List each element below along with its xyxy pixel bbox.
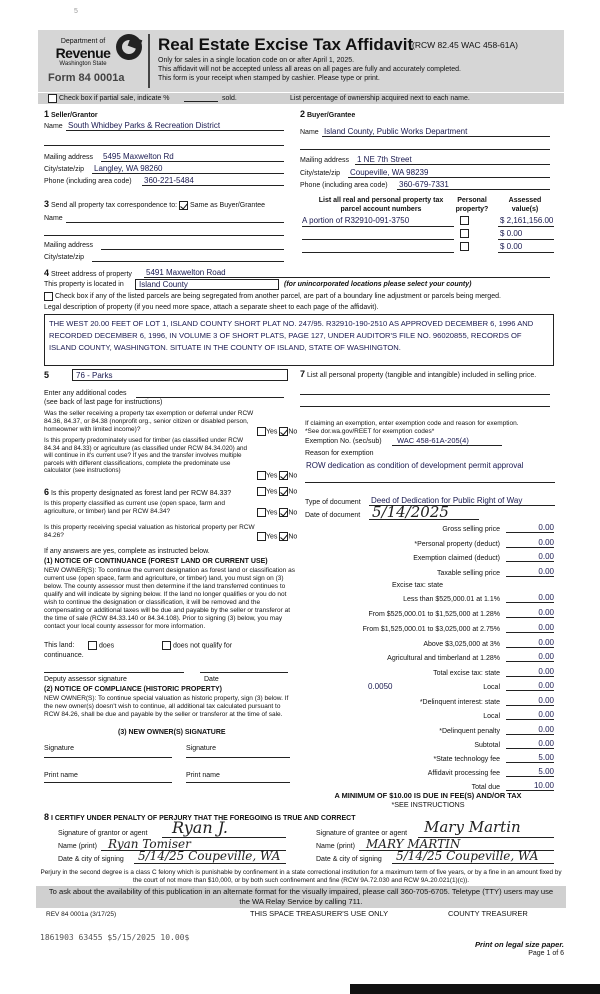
page-mark: 5	[74, 8, 78, 15]
deputy-date-field[interactable]	[200, 672, 288, 673]
exemption-no-field[interactable]: WAC 458-61A-205(4)	[397, 436, 469, 445]
personal-property-checkbox[interactable]	[460, 229, 469, 238]
tax-value-field[interactable]: 0.00	[506, 710, 554, 720]
tax-row: Above $3,025,000 at 3% 0.00	[423, 638, 554, 648]
tax-value-field[interactable]: 10.00	[506, 781, 554, 791]
new-owner-print2-field[interactable]	[186, 782, 290, 783]
rev-number: REV 84 0001a (3/17/25)	[46, 911, 117, 918]
assessed-value-field[interactable]: $ 0.00	[500, 229, 523, 238]
continuance-label: continuance.	[44, 652, 84, 659]
grantor-date-line	[134, 863, 286, 864]
assessed-value-field[interactable]: $ 2,161,156.00	[500, 216, 554, 225]
personal-property-field2[interactable]	[300, 406, 550, 407]
sec4-street: 4 Street address of property	[44, 268, 132, 278]
exemption-intro: If claiming an exemption, enter exemption code and reason for exemption. *See dor.wa.gov/REET for exemption codes*	[305, 420, 519, 435]
sec6-intro: If any answers are yes, complete as instructed below.	[44, 548, 210, 555]
partial-sale-label: Check box if partial sale, indicate %	[59, 95, 170, 102]
personal-property-checkbox[interactable]	[460, 242, 469, 251]
sec7-heading: 7 List all personal property (tangible and intangible) included in selling price.	[300, 369, 537, 379]
tax-value-field[interactable]: 5.00	[506, 767, 554, 777]
sec5-num: 5	[44, 370, 50, 380]
partial-sale-checkbox[interactable]	[48, 94, 57, 103]
new-owner-print1-label: Print name	[44, 772, 78, 779]
partial-sold-label: sold.	[222, 95, 237, 102]
corr-name-label: Name	[44, 215, 63, 222]
timber-question: Is this property predominately used for timber (as classified under RCW 84.34 and 84.33) or agriculture (as classified under RCW 84.34.020) and will continue in it's current use? If yes and the transfer involves multiple parcels with different classifications, complete the predominate use calculator (see instructions)	[44, 437, 248, 475]
grantee-name-label: Name (print)	[316, 843, 355, 850]
ownership-note: List percentage of ownership acquired next to each name.	[290, 95, 470, 102]
doc-type-label: Type of document	[305, 499, 361, 506]
partial-percent-field[interactable]	[184, 101, 218, 102]
street-line	[144, 277, 550, 278]
tax-row: Affidavit processing fee 5.00	[427, 767, 554, 777]
tax-row: *Delinquent interest: state 0.00	[419, 696, 554, 706]
buyer-phone-line	[397, 189, 550, 190]
q6b-yes-no: Yes No	[257, 508, 297, 517]
q2-yes-no: Yes No	[257, 471, 297, 480]
grantee-date-field[interactable]: 5/14/25 Coupeville, WA	[396, 849, 539, 863]
new-owner-sig2-field[interactable]	[186, 757, 290, 758]
does-not-option: does not qualify for	[162, 641, 232, 650]
header-note1: Only for sales in a single location code on or after April 1, 2025.	[158, 57, 355, 64]
buyer-city-label: City/state/zip	[300, 170, 341, 177]
buyer-phone-label: Phone (including area code)	[300, 182, 388, 189]
seller-mail-field[interactable]: 5495 Maxwelton Rd	[103, 152, 174, 161]
sec3-heading: 3 Send all property tax correspondence to: Same as Buyer/Grantee	[44, 199, 266, 209]
county-select[interactable]	[135, 279, 279, 290]
doc-type-field[interactable]: Deed of Dedication for Public Right of Way	[371, 496, 523, 505]
notice1-text: NEW OWNER(S): To continue the current designation as forest land or classification as current use (open space, farm and agriculture, or timber) land, you must sign on (3) below. The county assessor must then determine if the land transferred continues to qualify and will indicate by signing below. If the land no longer qualifies or you do not wish to continue the designation or classification, it will be removed and the compensating or additional taxes will be due and payable by the seller or transferor at the time of sale (RCW 84.33.140 or 84.34.108). Prior to signing (3) below, you may contact your local county assessor for more information.	[44, 567, 295, 630]
addl-codes-label: Enter any additional codes	[44, 390, 127, 397]
tax-value-field[interactable]: 0.00	[506, 608, 554, 618]
form-title: Real Estate Excise Tax Affidavit	[158, 35, 414, 54]
does-option: does	[88, 641, 114, 650]
seller-mail-line	[101, 161, 284, 162]
q6c-no-checkbox[interactable]	[279, 532, 288, 541]
tax-row: *Delinquent penalty 0.00	[439, 725, 554, 735]
tax-row: *State technology fee 5.00	[433, 753, 554, 763]
tax-value-field[interactable]: 0.00	[506, 739, 554, 749]
header-note3: This form is your receipt when stamped by cashier. Please type or print.	[158, 75, 380, 82]
local-rate: 0.0050	[368, 682, 393, 691]
corr-mail-field[interactable]	[101, 249, 284, 250]
parcel-table	[302, 216, 558, 255]
tax-value-field[interactable]: 0.00	[506, 552, 554, 562]
tax-row: *Personal property (deduct) 0.00	[414, 538, 554, 548]
new-owner-sig1-field[interactable]	[44, 757, 172, 758]
tax-row: Subtotal 0.00	[474, 739, 554, 749]
q6a-no-checkbox[interactable]	[279, 487, 288, 496]
grantor-name-label: Name (print)	[58, 843, 97, 850]
tax-row: Total due 10.00	[471, 781, 554, 791]
q1-yes-checkbox[interactable]	[257, 427, 266, 436]
dor-logo	[52, 38, 114, 67]
sec8-heading: 8 I CERTIFY UNDER PENALTY OF PERJURY THAT THE FOREGOING IS TRUE AND CORRECT	[44, 812, 356, 822]
exemption-reason-field[interactable]: ROW dedication as condition of development permit approval	[306, 461, 524, 470]
exemption-question: Was the seller receiving a property tax exemption or deferral under RCW 84.36, 84.37, or 84.38 (nonprofit org., senior citizen or disabled person, homeowner with limited income)?	[44, 410, 254, 433]
corr-name-line2	[44, 235, 284, 236]
grantee-name-field[interactable]: MARY MARTIN	[366, 837, 461, 851]
tax-value-field[interactable]: 0.00	[506, 638, 554, 648]
segregate-checkbox[interactable]	[44, 292, 53, 301]
tax-row: Local 0.00	[483, 681, 554, 691]
buyer-name-label: Name	[300, 129, 319, 136]
doc-date-label: Date of document	[305, 512, 361, 519]
this-land-label: This land:	[44, 642, 75, 649]
seller-mail-label: Mailing address	[44, 154, 94, 161]
notice2-text: NEW OWNER(S): To continue special valuation as historic property, sign (3) below. If the new owner(s) doesn't wish to continue, all additional tax calculated pursuant to RCW 84.26, shall be due and payable by the seller or transferor at the time of sale.	[44, 695, 289, 718]
dept-line3: Washington State	[59, 61, 107, 67]
q6c-yes-checkbox[interactable]	[257, 532, 266, 541]
q2-no-checkbox[interactable]	[279, 471, 288, 480]
does-checkbox[interactable]	[88, 641, 97, 650]
personal-col-header: Personal property?	[455, 197, 489, 213]
county-select-value: Island County	[139, 280, 188, 289]
treasurer-use-label: THIS SPACE TREASURER'S USE ONLY	[250, 909, 389, 918]
buyer-name-line2	[300, 149, 550, 150]
notice1-title: (1) NOTICE OF CONTINUANCE (FOREST LAND OR CURRENT USE)	[44, 558, 268, 565]
sec1-heading: 1 Seller/Grantor	[44, 109, 98, 119]
legal-description-field[interactable]: THE WEST 20.00 FEET OF LOT 1, ISLAND COUNTY SHORT PLAT NO. 247/95. R32910-190-2510 AS APPROVED DECEMBER 6, 1996 AND RECORDED DECEMBER 6, 1996, IN VOLUME 3 OF SHORT PLATS, PAGE 127, UNDER AUDITOR'S FILE NO. 96020855, RECORDS OF ISLAND COUNTY, WASHINGTON. SITUATE IN THE COUNTY OF ISLAND, STATE OF WASHINGTON.	[44, 314, 554, 366]
tax-value-field[interactable]: 5.00	[506, 753, 554, 763]
q6a-yes-checkbox[interactable]	[257, 487, 266, 496]
tax-value-field[interactable]: 0.00	[506, 567, 554, 577]
reason-line2	[305, 482, 555, 483]
seller-name-label: Name	[44, 123, 63, 130]
exemption-no-line	[392, 445, 502, 446]
buyer-phone-field[interactable]: 360-679-7331	[399, 180, 449, 189]
parcel-row	[302, 242, 558, 255]
parcel-col-header: List all real and personal property tax parcel account numbers	[318, 197, 444, 213]
grantee-sig-label: Signature of grantee or agent	[316, 830, 408, 837]
doc-date-field[interactable]: 5/14/2025	[372, 503, 449, 521]
see-back-note: (see back of last page for instructions)	[44, 399, 163, 406]
grantee-date-label: Date & city of signing	[316, 856, 382, 863]
buyer-mail-label: Mailing address	[300, 157, 350, 164]
seller-name-line2	[44, 145, 284, 146]
dept-line2: Revenue	[55, 45, 111, 61]
q1-no-checkbox[interactable]	[279, 427, 288, 436]
use-code-value: 76 - Parks	[76, 371, 113, 380]
legal-paper-note: Print on legal size paper.	[474, 940, 564, 949]
new-owner-sig1-label: Signature	[44, 745, 74, 752]
assessed-col-header: Assessed value(s)	[508, 197, 542, 213]
street-field[interactable]: 5491 Maxwelton Road	[146, 268, 226, 277]
tax-row: Local 0.00	[483, 710, 554, 720]
excise-state-label: Excise tax: state	[392, 582, 443, 589]
tax-row: Taxable selling price 0.00	[436, 567, 554, 577]
seller-name-line	[66, 130, 284, 131]
legal-label: Legal description of property (if you need more space, attach a separate sheet to each page of the affidavit).	[44, 304, 379, 311]
notice3-title: (3) NEW OWNER(S) SIGNATURE	[118, 729, 226, 736]
tax-row: Total excise tax: state 0.00	[433, 667, 554, 677]
sec6-q1: 6 Is this property designated as forest land per RCW 84.33?	[44, 487, 232, 497]
buyer-mail-field[interactable]: 1 NE 7th Street	[357, 155, 412, 164]
q6b-no-checkbox[interactable]	[279, 508, 288, 517]
tax-value-field[interactable]: 0.00	[506, 696, 554, 706]
page-number: Page 1 of 6	[528, 950, 564, 957]
buyer-name-line	[322, 136, 550, 137]
grantor-sig-label: Signature of grantor or agent	[58, 830, 148, 837]
parcel-row	[302, 229, 558, 242]
corr-mail-label: Mailing address	[44, 242, 94, 249]
buyer-name-field[interactable]: Island County, Public Works Department	[324, 127, 468, 136]
located-label: This property is located in	[44, 281, 124, 288]
tax-row: From $1,525,000.01 to $3,025,000 at 2.75% 0.00	[362, 623, 554, 633]
grantee-date-line	[392, 863, 554, 864]
header-divider	[148, 34, 150, 88]
form-number: Form 84 0001a	[48, 72, 125, 84]
buyer-mail-line	[355, 164, 550, 165]
seller-phone-line	[142, 185, 284, 186]
wa-seal-icon	[116, 34, 142, 60]
sec6-q2: Is this property classified as current use (open space, farm and agriculture, or timber) land per RCW 84.34?	[44, 500, 226, 515]
new-owner-print1-field[interactable]	[44, 782, 172, 783]
buyer-city-field[interactable]: Coupeville, WA 98239	[350, 168, 429, 177]
parcel-number-field[interactable]: A portion of R32910-091-3750	[302, 216, 410, 225]
tax-value-field[interactable]: 0.00	[506, 593, 554, 603]
county-treasurer-label: COUNTY TREASURER	[448, 909, 528, 918]
sec6-q3: Is this property receiving special valuation as historical property per RCW 84.26?	[44, 524, 255, 539]
use-code-select[interactable]	[72, 369, 288, 381]
new-owner-sig2-label: Signature	[186, 745, 216, 752]
grantor-date-label: Date & city of signing	[58, 856, 124, 863]
segregate-label: Check box if any of the listed parcels are being segregated from another parcel, are part of a boundary line adjustment or parcels being merged.	[55, 293, 501, 300]
deputy-label: Deputy assessor signature	[44, 676, 127, 683]
tax-value-field[interactable]: 0.00	[506, 538, 554, 548]
corr-name-field[interactable]	[66, 222, 284, 223]
q2-yes-checkbox[interactable]	[257, 471, 266, 480]
personal-property-checkbox[interactable]	[460, 216, 469, 225]
q6b-yes-checkbox[interactable]	[257, 508, 266, 517]
notice2-title: (2) NOTICE OF COMPLIANCE (HISTORIC PROPERTY)	[44, 686, 222, 693]
seller-city-label: City/state/zip	[44, 166, 85, 173]
tax-value-field[interactable]: 0.00	[506, 667, 554, 677]
corr-city-field[interactable]	[92, 261, 284, 262]
grantor-signature[interactable]: Ryan J.	[172, 818, 228, 837]
seller-city-line	[92, 173, 284, 174]
corr-city-label: City/state/zip	[44, 254, 85, 261]
see-instructions: *SEE INSTRUCTIONS	[391, 800, 465, 809]
form-rcw: (RCW 82.45 WAC 458-61A)	[412, 40, 518, 50]
seller-phone-label: Phone (including area code)	[44, 178, 132, 185]
new-owner-print2-label: Print name	[186, 772, 220, 779]
sec2-heading: 2 Buyer/Grantee	[300, 109, 356, 119]
does-not-checkbox[interactable]	[162, 641, 171, 650]
accessibility-note: To ask about the availability of this publication in an alternate format for the visually impaired, please call 360-705-6705. Teletype (TTY) users may use the WA Relay Service by calling 711.	[48, 887, 554, 906]
addl-codes-field[interactable]	[136, 397, 284, 398]
scan-edge	[350, 984, 600, 994]
located-note: (for unincorporated locations please select your county)	[284, 281, 472, 288]
tax-value-field[interactable]: 0.00	[506, 523, 554, 533]
perjury-notice: Perjury in the second degree is a class C felony which is punishable by confinement in a state correctional institution for a maximum term of five years, or by a fine in an amount fixed by the court of not more than $10,000, or by both such confinement and fine (RCW 9A.72.030 and RCW 9A.20.021(1)(c)).	[40, 869, 562, 884]
grantee-signature[interactable]: Mary Martin	[424, 818, 521, 836]
personal-property-field1[interactable]	[300, 394, 550, 395]
recording-stamp: 1861903 63455 $5/15/2025 10.00$	[40, 933, 190, 942]
tax-row: Agricultural and timberland at 1.28% 0.00	[387, 652, 554, 662]
tax-row: From $525,000.01 to $1,525,000 at 1.28% 0.00	[368, 608, 554, 618]
same-as-buyer-checkbox[interactable]	[179, 201, 188, 210]
min-due-note: A MINIMUM OF $10.00 IS DUE IN FEE(S) AND/OR TAX	[334, 791, 522, 800]
parcel-row	[302, 216, 558, 229]
q6c-yes-no: Yes No	[257, 532, 297, 541]
grantor-name-field[interactable]: Ryan Tomiser	[108, 837, 191, 851]
tax-row: Less than $525,000.01 at 1.1% 0.00	[403, 593, 554, 603]
tax-row: Exemption claimed (deduct) 0.00	[413, 552, 554, 562]
q6a-yes-no: Yes No	[257, 487, 297, 496]
exemption-no-label: Exemption No. (sec/sub)	[305, 438, 382, 445]
tax-value-field[interactable]: 0.00	[506, 652, 554, 662]
seller-city-field[interactable]: Langley, WA 98260	[94, 164, 163, 173]
grantor-date-field[interactable]: 5/14/25 Coupeville, WA	[138, 849, 281, 863]
q1-yes-no: Yes No	[257, 427, 297, 436]
exemption-reason-label: Reason for exemption	[305, 450, 374, 457]
seller-phone-field[interactable]: 360-221-5484	[144, 176, 194, 185]
tax-value-field[interactable]: 0.00	[506, 725, 554, 735]
tax-value-field[interactable]: 0.00	[506, 623, 554, 633]
deputy-signature-field[interactable]	[44, 672, 184, 673]
deputy-date-label: Date	[204, 676, 219, 683]
header-note2: This affidavit will not be accepted unless all areas on all pages are fully and accurately completed.	[158, 66, 461, 73]
buyer-city-line	[348, 177, 550, 178]
tax-value-field[interactable]: 0.00	[506, 681, 554, 691]
tax-row: Gross selling price 0.00	[442, 523, 554, 533]
dept-line1: Department of	[60, 38, 106, 45]
assessed-value-field[interactable]: $ 0.00	[500, 242, 523, 251]
seller-name-field[interactable]: South Whidbey Parks & Recreation District	[68, 121, 221, 130]
